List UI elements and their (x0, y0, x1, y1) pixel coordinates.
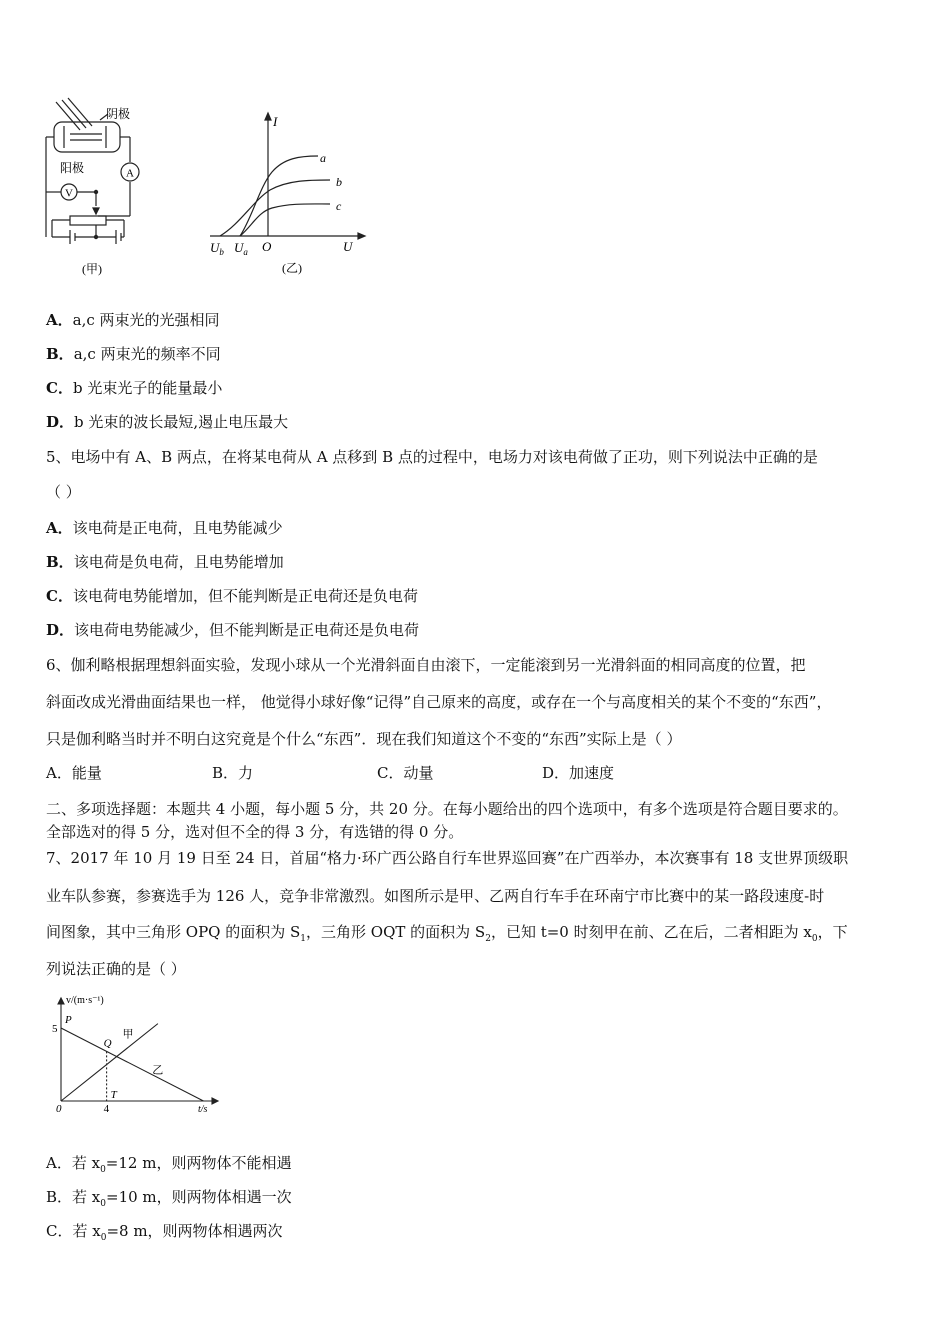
svg-text:V: V (65, 187, 73, 200)
axis-i-label: I (273, 114, 278, 129)
curve-b (220, 180, 330, 236)
q7-line-2: 业车队参赛，参赛选手为 126 人，竞争非常激烈。如图所示是甲、乙两自行车手在环南宁市比赛中的某一路段速度-时 (46, 887, 825, 905)
q6-option-b: B．力 (212, 764, 254, 782)
q4-option-d: D．b 光束的波长最短,遏止电压最大 (46, 413, 289, 431)
section2-line-1: 二、多项选择题：本题共 4 小题，每小题 5 分，共 20 分。在每小题给出的四个选项中，有多个选项是符合题目要求的。 (46, 800, 848, 818)
figure-caption-yi: (乙) (282, 261, 302, 275)
curve-c-label: c (336, 199, 342, 213)
q7-line-3: 间图象，其中三角形 OPQ 的面积为 $S_1$，三角形 OQT 的面积为 $S_2$，已知 t=0 时刻甲在前、乙在后，二者相距为 $x_0$，下 (46, 923, 848, 944)
q7-line-4: 列说法正确的是（ ） (46, 960, 186, 978)
point-label-t: T (110, 1089, 117, 1101)
point-label-q: Q (103, 1037, 112, 1050)
q6-line-3: 只是伽利略当时并不明白这究竟是个什么“东西”．现在我们知道这个不变的“东西”实际上是（ ） (46, 730, 682, 748)
q6-option-d: D．加速度 (542, 764, 615, 782)
q5-paren: （ ） (46, 483, 81, 501)
q4-option-b: B．a,c 两束光的频率不同 (46, 345, 221, 363)
tick-label-x-0: 0 (56, 1103, 62, 1115)
q7-option-c: C．若 $x_0=8$ m，则两物体相遇两次 (46, 1222, 283, 1243)
figure-caption-jia: (甲) (82, 262, 102, 276)
axis-u-label: U (343, 239, 353, 254)
q6-line-1: 6、伽利略根据理想斜面实验，发现小球从一个光滑斜面自由滚下，一定能滚到另一光滑斜面的相同高度的位置，把 (46, 656, 806, 674)
series-label-yi: 乙 (152, 1064, 164, 1077)
q5-option-b: B．该电荷是负电荷，且电势能增加 (46, 553, 284, 571)
curve-a-label: a (320, 151, 326, 165)
y-axis-arrow (58, 998, 64, 1004)
q6-line-2: 斜面改成光滑曲面结果也一样， 他觉得小球好像“记得”自己原来的高度，或存在一个与高度相关的某个不变的“东西”， (46, 693, 832, 711)
q5-stem: 5、电场中有 A、B 两点，在将某电荷从 A 点移到 B 点的过程中，电场力对该电荷做了正功，则下列说法中正确的是 (46, 448, 818, 466)
iu-curve-graph (200, 108, 380, 278)
q5-option-a: A．该电荷是正电荷，且电势能减少 (46, 519, 283, 537)
series-label-jia: 甲 (122, 1028, 134, 1041)
circuit-diagram (40, 96, 160, 280)
section2-line-2: 全部选对的得 5 分，选对但不全的得 3 分，有选错的得 0 分。 (46, 823, 464, 841)
q7-option-a: A．若 $x_0=12$ m，则两物体不能相遇 (46, 1154, 292, 1175)
ammeter-symbol (121, 163, 139, 181)
x-axis-arrow (212, 1098, 218, 1104)
anode-label: 阳极 (60, 161, 85, 175)
q6-option-a: A．能量 (46, 764, 102, 782)
q5-option-c: C．该电荷电势能增加，但不能判断是正电荷还是负电荷 (46, 587, 418, 605)
point-label-p: P (65, 1014, 72, 1026)
q6-option-c: C．动量 (377, 764, 434, 782)
tick-ub-label: $U_b$ (210, 240, 224, 257)
tick-label-y-5: 5 (52, 1023, 58, 1035)
svg-text:A: A (126, 167, 134, 180)
q7-option-b: B．若 $x_0=10$ m，则两物体相遇一次 (46, 1188, 292, 1209)
vt-chart (48, 990, 228, 1118)
voltmeter-symbol (61, 184, 77, 200)
cathode-label: 阴极 (106, 107, 131, 121)
y-axis-label: v/(m·s⁻¹) (66, 995, 104, 1006)
tick-ua-label: $U_a$ (234, 240, 248, 257)
origin-label: O (262, 239, 272, 254)
curve-b-label: b (336, 175, 342, 189)
tick-label-x-4: 4 (103, 1103, 110, 1115)
q7-line-1: 7、2017 年 10 月 19 日至 24 日，首届“格力·环广西公路自行车世界巡回赛”在广西举办，本次赛事有 18 支世界顶级职 (46, 849, 849, 867)
q4-option-c: C．b 光束光子的能量最小 (46, 379, 223, 397)
q5-option-d: D．该电荷电势能减少，但不能判断是正电荷还是负电荷 (46, 621, 420, 639)
x-axis-label: t/s (198, 1104, 208, 1115)
q4-option-a: A．a,c 两束光的光强相同 (46, 311, 220, 329)
